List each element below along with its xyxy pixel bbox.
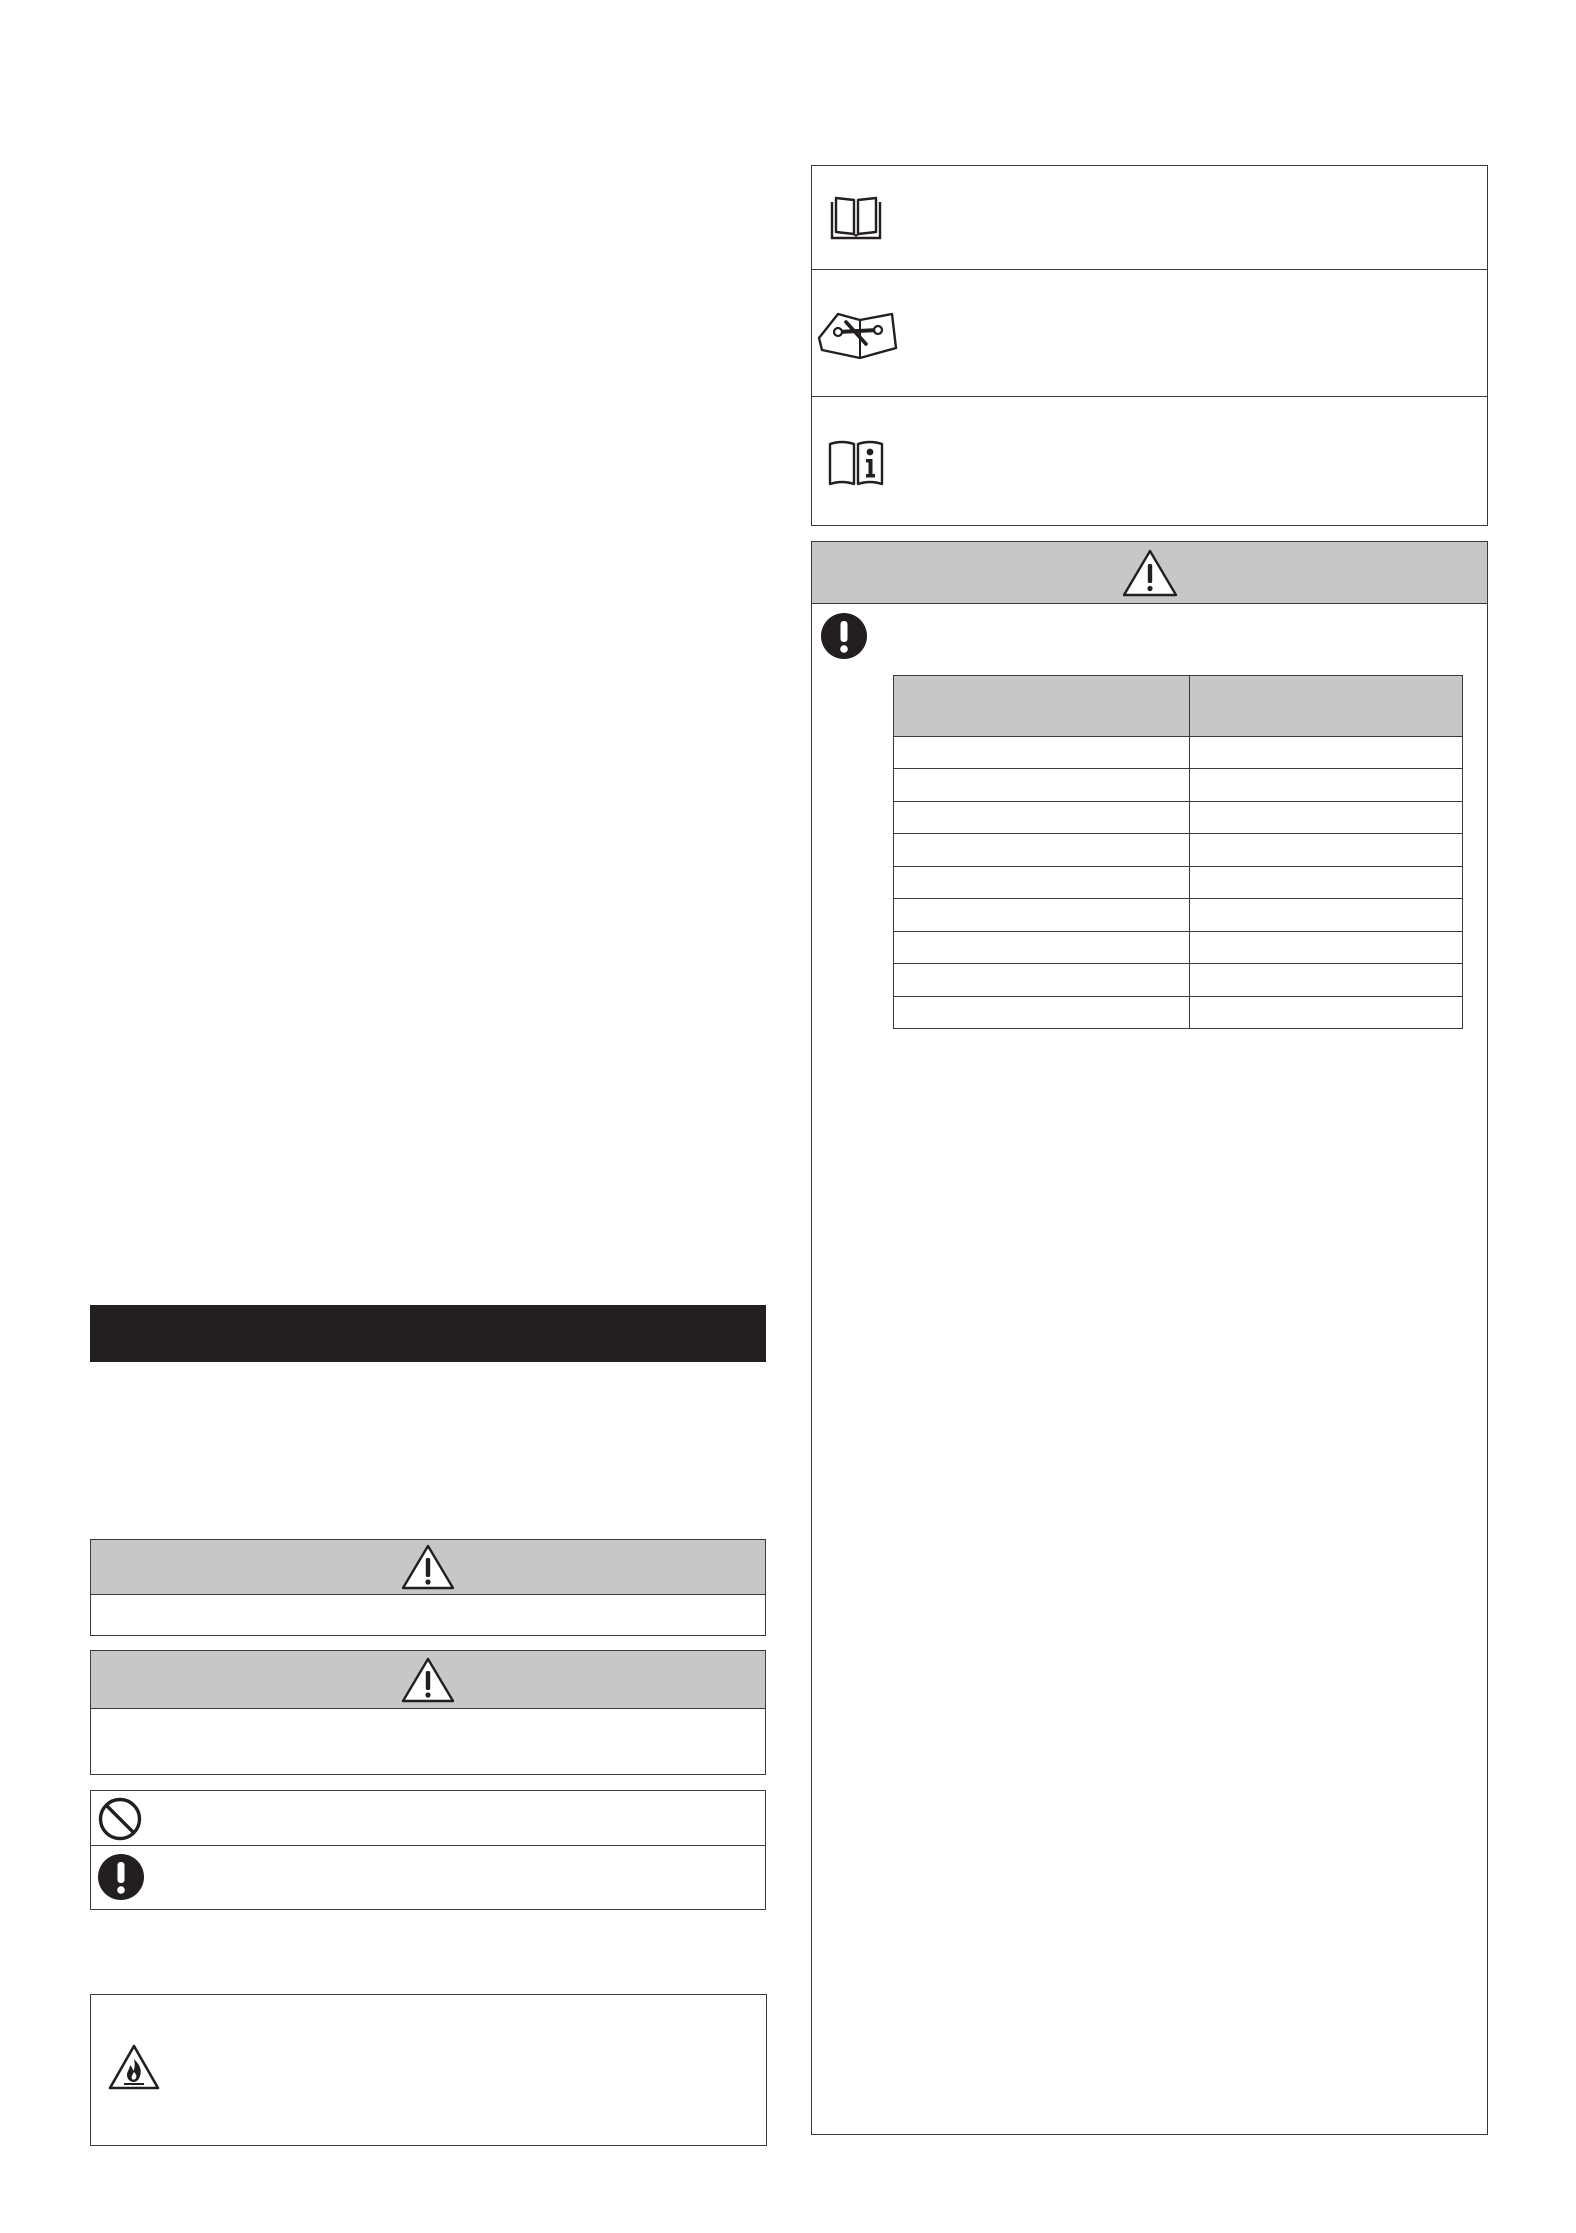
- symbol-legend-box: [90, 1790, 766, 1910]
- warning-triangle-icon: [1121, 547, 1179, 599]
- table-cell: [894, 737, 1190, 769]
- table-cell: [894, 801, 1190, 833]
- read-manual-icon: [828, 194, 884, 244]
- mandatory-action-icon: [97, 1853, 145, 1901]
- flammable-warning-box: [90, 1994, 767, 2146]
- service-manual-icon: [816, 308, 900, 362]
- table-cell: [1189, 801, 1462, 833]
- table-cell: [1189, 866, 1462, 898]
- table-cell: [1189, 964, 1462, 996]
- table-row: [894, 769, 1463, 801]
- table-cell: [894, 964, 1190, 996]
- table-row: [894, 996, 1463, 1029]
- table-cell: [894, 834, 1190, 866]
- warning-triangle-icon: [400, 1542, 456, 1592]
- table-row: [894, 834, 1463, 866]
- table-cell: [1189, 931, 1462, 963]
- warning-panel-header: [91, 1651, 765, 1709]
- table-cell: [1189, 737, 1462, 769]
- table-cell: [1189, 834, 1462, 866]
- operating-instructions-icon: [826, 438, 886, 488]
- flammable-material-icon: [107, 2043, 161, 2091]
- caution-panel-header: [812, 542, 1487, 604]
- section-heading-label: [90, 1320, 104, 1347]
- table-cell: [894, 866, 1190, 898]
- refrigerant-spec-table: [893, 675, 1463, 1029]
- warning-panel: [90, 1650, 766, 1775]
- table-header-cell: [1189, 676, 1462, 737]
- table-row: [894, 964, 1463, 996]
- table-cell: [1189, 996, 1462, 1029]
- table-cell: [1189, 769, 1462, 801]
- table-row: [894, 899, 1463, 931]
- table-header-row: [894, 676, 1463, 737]
- table-cell: [894, 931, 1190, 963]
- section-heading-bar: [90, 1305, 766, 1362]
- manual-symbols-box: [811, 165, 1488, 526]
- table-cell: [894, 996, 1190, 1029]
- warning-panel-text: [91, 1709, 765, 1729]
- table-row: [894, 737, 1463, 769]
- mandatory-action-icon: [820, 612, 868, 660]
- warning-triangle-icon: [400, 1655, 456, 1705]
- prohibition-icon: [97, 1796, 143, 1842]
- table-cell: [894, 899, 1190, 931]
- table-cell: [894, 769, 1190, 801]
- table-row: [894, 801, 1463, 833]
- table-row: [894, 931, 1463, 963]
- table-header-cell: [894, 676, 1190, 737]
- table-row: [894, 866, 1463, 898]
- caution-panel: [811, 541, 1488, 2135]
- table-cell: [1189, 899, 1462, 931]
- warning-panel: [90, 1539, 766, 1636]
- warning-panel-header: [91, 1540, 765, 1595]
- warning-panel-text: [91, 1595, 765, 1611]
